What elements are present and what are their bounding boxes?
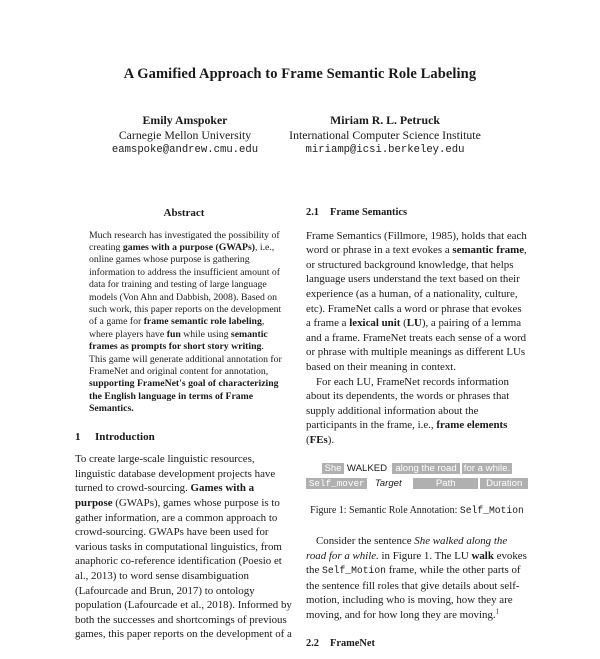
figure-caption [306, 504, 528, 519]
body-bold: semantic frame [452, 244, 525, 257]
abstract-bold: semantic frames as prompts for short story writing [89, 328, 268, 353]
body-text: For each LU, FrameNet records information about its dependents, the words or phrases that supply additional information about the participants in the frame, i.e., [306, 375, 510, 432]
intro-paragraph [75, 452, 293, 642]
author-name: Miriam R. L. Petruck [330, 113, 440, 127]
abstract-text: , i.e., online games whose purpose is gathering information to address the insufficient amount of data for training and testing of large language models (Von Ahn and Dabbish, 2008). Based on such work, this paper reports on the development of a game for [89, 242, 282, 328]
figure-token-row [306, 462, 528, 475]
author-name: Emily Amspoker [142, 113, 228, 127]
body-text: Frame Semantics (Fillmore, 1985), holds that each word or phrase in a text evokes a [306, 229, 527, 257]
body-text: evokes the [306, 549, 527, 577]
body-text: ). [327, 433, 335, 446]
abstract-text: , where players have [89, 316, 265, 340]
right-column [306, 206, 528, 659]
intro-text: To create large-scale linguistic resources, linguistic database development projects have turned to crowd-sourcing. [75, 453, 276, 495]
left-column [75, 206, 293, 642]
token-along-the-road: along the road [392, 463, 460, 474]
section-title: Introduction [95, 430, 155, 443]
section-number: 2.2 [306, 637, 319, 649]
role-path: Path [413, 478, 478, 489]
abstract-text: Much research has investigated the possibility of creating [89, 229, 280, 253]
section-heading-frame-semantics [306, 206, 528, 221]
paper-title: A Gamified Approach to Frame Semantic Role Labeling [123, 66, 477, 82]
body-code: Self_Motion [322, 565, 386, 577]
body-text: , or structured background knowledge, that helps language users understand the text based on their experience (as a human, of a nationality, culture, etc). FrameNet calls a word or phrase that evokes a frame a [306, 244, 527, 330]
body-text: ( [306, 433, 310, 446]
author-affiliation: Carnegie Mellon University [118, 128, 252, 142]
abstract-bold: frame semantic role labeling [143, 316, 262, 328]
body-text: frame, while the other parts of the sentence fill roles that give details about self-motion, including who is moving, how they are moving, and for how long they are moving. [306, 564, 521, 622]
abstract-bold: fun [166, 328, 181, 340]
intro-text: (GWAPs), games whose purpose is to gather information, are a common approach to crowd-sourcing. GWAPs have been used for various tasks in computational linguistics, from anaphoric co-reference identification (Poesio et al., 2013) to word sense disambiguation (Lafourcade and Brun, 2017) to ontology population (Lafourcade et al., 2018). Informed by both the successes and shortcomings of previous games, this paper reports on the development of a [75, 497, 292, 641]
intro-bold: Games with a purpose [75, 482, 255, 510]
role-duration: Duration [480, 478, 528, 489]
author-email: eamspoke@andrew.cmu.edu [111, 144, 259, 156]
section-title: FrameNet [330, 637, 375, 649]
section-heading-framenet [306, 637, 528, 652]
caption-text: Figure 1: Semantic Role Annotation: [310, 504, 460, 516]
footnote-marker: 1 [495, 607, 500, 616]
abstract-body [89, 230, 283, 416]
author-email: miriamp@icsi.berkeley.edu [305, 144, 465, 156]
consider-paragraph [306, 534, 528, 623]
body-italic: She walked along the road for a while. [306, 535, 508, 562]
body-bold: FEs [309, 433, 328, 446]
role-target: Target [374, 477, 402, 489]
abstract-paragraph [89, 230, 283, 416]
section-number: 2.1 [306, 207, 319, 218]
author-affiliation: International Computer Science Institute [289, 128, 481, 142]
token-walked: WALKED [346, 462, 388, 474]
caption-code: Self_Motion [459, 504, 524, 516]
abstract-text: while using [180, 328, 231, 340]
section-heading-introduction [75, 430, 293, 445]
body-bold: lexical unit [349, 317, 401, 330]
role-self-mover: Self_mover [306, 478, 367, 489]
body-bold: frame elements [436, 419, 508, 432]
body-text: ( [400, 317, 407, 330]
figure-1 [306, 462, 528, 519]
body-text: ), a pairing of a lemma and a frame. FrameNet treats each sense of a word or phrase with multiple meanings as different LUs based on their meaning in context. [306, 317, 527, 373]
abstract-bold: supporting FrameNet's goal of characterizing the English language in terms of Frame Semantics. [89, 378, 279, 415]
section-number: 1 [75, 430, 81, 443]
body-text: Consider the sentence [316, 535, 415, 548]
body-text: in Figure 1. The LU [378, 549, 472, 562]
abstract-text: . This game will generate additional annotation for FrameNet and original content for annotation, [89, 341, 282, 378]
figure-role-row [306, 477, 528, 490]
token-for-a-while: for a while. [463, 462, 511, 474]
abstract-bold: games with a purpose (GWAPs) [122, 242, 256, 253]
body-bold: walk [471, 549, 494, 562]
frame-semantics-paragraph-2 [306, 375, 528, 448]
body-bold: LU [406, 317, 422, 330]
abstract-heading: Abstract [163, 207, 205, 219]
author-block-2 [285, 113, 485, 158]
frame-semantics-paragraph-1 [306, 229, 528, 375]
section-title: Frame Semantics [330, 207, 408, 218]
author-block-1 [100, 113, 270, 158]
token-she: She [322, 463, 344, 474]
